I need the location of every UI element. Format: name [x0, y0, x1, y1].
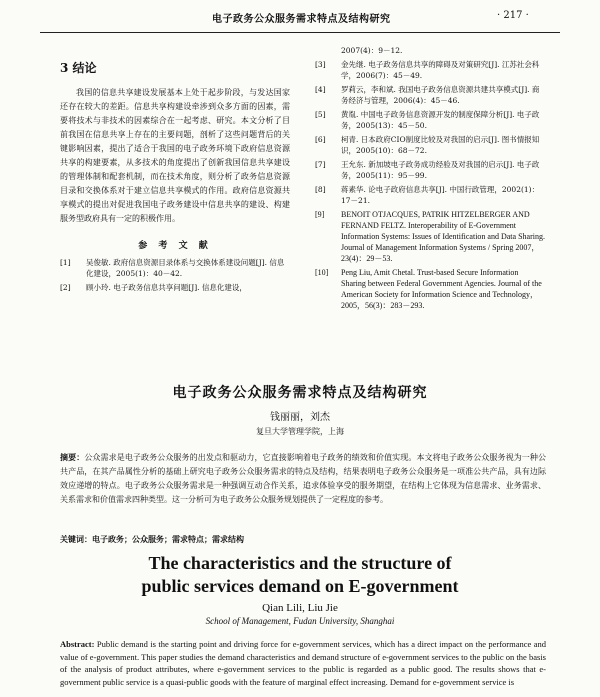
reference-number: [6]: [315, 135, 326, 144]
article-title: 电子政务公众服务需求特点及结构研究: [172, 385, 428, 401]
reference-number: [9]: [315, 210, 325, 219]
english-abstract-text: Public demand is the starting point and driving force for e-government services, which has a direct impact on the performance and value of e-government. This paper studies the demand characteristics and demand structure of e-government services to the public on the basis of the analysis of product attributes, where e-government services to the public is regarded as a public good. The results shows that e-government public service is a quasi-public goods with the feature of marginal effect increasing. Demand for e-government service is: [60, 639, 546, 687]
reference-number: [4]: [315, 85, 326, 94]
reference-number: [8]: [315, 185, 326, 194]
chinese-keywords: [60, 534, 546, 545]
right-column: [315, 45, 545, 314]
english-title-line: public services demand on E-government: [141, 576, 459, 596]
reference-text: BENOIT OTJACQUES, PATRIK HITZELBERGER AND FERNAND FELTZ. Interoperability of E-Government Information Systems: Issues of Identification and Data Sharing. Journal of Management Information Systems / Spring 2007，23(4)：29－53.: [341, 210, 545, 263]
reference-item: [315, 184, 545, 206]
running-title: 电子政务公众服务需求特点及结构研究: [212, 14, 391, 25]
references-title: 参 考 文 献: [138, 241, 212, 251]
header-rule: [40, 32, 560, 33]
reference-text: 柯青. 日本政府CIO制度比较及对我国的启示[J]. 图书情报知识，2005(10)：68－72.: [341, 135, 540, 155]
article-authors: 钱丽丽，刘杰: [270, 412, 330, 423]
reference-number: [2]: [60, 283, 71, 292]
reference-item: [315, 134, 545, 156]
reference-item: [315, 59, 545, 81]
reference-item: [315, 159, 545, 181]
abstract-label: 摘要：: [60, 452, 85, 462]
english-affiliation: School of Management, Fudan University, Shanghai: [205, 616, 395, 626]
reference-item: [60, 282, 290, 293]
article-affiliation: 复旦大学管理学院，上海: [256, 427, 344, 436]
reference-text: Peng Liu, Amit Chetal. Trust-based Secure Information Sharing between Federal Government Agencies. Journal of the American Society for Information Science and Technology，2005，56(3)：283－293.: [341, 268, 542, 310]
abstract-text: 公众需求是电子政务公众服务的出发点和驱动力，它直接影响着电子政务的绩效和价值实现。本文将电子政务公众服务视为一种公共产品，在其产品属性分析的基础上研究电子政务公众服务需求的特点及结构，结果表明电子政务公众服务是一项准公共产品，具有边际效应递增的特点。电子政务公众服务需求是一种强调互动合作关系，追求体验享受的服务期望，在结构上它体现为信息需求、业务需求、关系需求和价值需求四种类型。这一分析可为电子政务公众服务规划提供了一定程度的参考。: [60, 453, 547, 504]
reference-text: 金先继. 电子政务信息共享的障碍及对策研究[J]. 江苏社会科学，2006(7)：45－49.: [341, 60, 540, 80]
reference-text: 黄胤. 中国电子政务信息资源开发的制度保障分析[J]. 电子政务，2005(13)：45－50.: [341, 110, 540, 130]
conclusion-paragraph: 我国的信息共享建设发展基本上处于起步阶段，与发达国家还存在较大的差距。信息共享构建设牵涉到众多方面的因素，需要将技术与非技术的因素综合在一起考虑、研究。本文分析了目前我国在信息共享上存在的主要问题，剖析了这些问题背后的关键影响因素，提出了适合于我国的电子政务环境下政府信息资源共享的构建要素，从多技术的角度提出了创新我国信息共享建设的管理体制和配套机制，而在技术角度，则分析了政务信息资源目录和交换体系对于建立信息共享模式的作用。政府信息资源共享模式的提出对促进我国电子政务建设中信息共享的建设、构建服务型政府具有一定的积极作用。: [60, 88, 290, 223]
reference-item: [315, 267, 545, 311]
left-column: [60, 45, 290, 296]
keywords-label: 关键词：: [60, 534, 92, 544]
page-number: · 217 ·: [497, 10, 529, 21]
reference-continuation: 2007(4)：9－12.: [341, 46, 403, 55]
english-title-line: The characteristics and the structure of: [148, 553, 452, 573]
reference-number: [1]: [60, 258, 71, 267]
reference-item: [315, 109, 545, 131]
reference-number: [3]: [315, 60, 326, 69]
reference-number: [5]: [315, 110, 326, 119]
reference-item: [60, 257, 290, 279]
english-abstract-label: Abstract:: [60, 639, 95, 649]
reference-text: 蒋素华. 论电子政府信息共享[J]. 中国行政管理，2002(1)：17－21.: [341, 185, 540, 205]
reference-item: [315, 84, 545, 106]
reference-text: 王允东. 新加坡电子政务成功经验及对我国的启示[J]. 电子政务，2005(11)：95－99.: [341, 160, 540, 180]
reference-number: [10]: [315, 268, 329, 277]
keywords-text: 电子政务；公众服务；需求特点；需求结构: [92, 534, 244, 544]
chinese-abstract: [60, 450, 546, 507]
english-title: [0, 552, 600, 598]
section-title: 3 结论: [60, 61, 97, 75]
english-authors: Qian Lili, Liu Jie: [262, 602, 338, 614]
reference-text: 顾小玲. 电子政务信息共享问题[J]. 信息化建设，: [86, 283, 247, 292]
page-header: [0, 8, 600, 28]
reference-item: [315, 209, 545, 264]
reference-number: [7]: [315, 160, 326, 169]
reference-text: 罗莉云，李和斌. 我国电子政务信息资源共建共享模式[J]. 商务经济与管理，2006(4)：45－46.: [341, 85, 540, 105]
reference-text: 吴俊敏. 政府信息资源目录体系与交换体系建设问题[J]. 信息化建设，2005(1)：40－42.: [86, 258, 285, 278]
english-abstract: [60, 638, 546, 688]
